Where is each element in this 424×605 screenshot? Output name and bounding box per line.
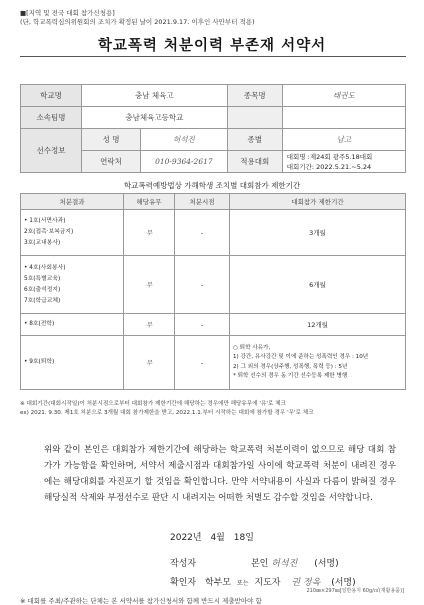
paper-spec: 210㎜×297㎜[일반용지 60g/㎡(재활용품)]	[306, 588, 404, 594]
confirm-label: 확인자	[170, 578, 197, 588]
pledge-paragraph: 위와 같이 본인은 대회참가 제한기간에 해당하는 학교폭력 처분이력이 없으므로 해당 대회 참가가 가능함을 확인하며, 서약서 제출시점과 대회참가일 사이에 학교폭력 처분이 내려진 경우에는 해당대회를 자진포기 할 것임을 확인합니다. 만약 서약내용이 사실과 다름이 밝혀질 경우 해당실적 삭제와 부정선수로 판단 시 내려지는 어떠한 처벌도 감수할 것임을 서약합니다.	[44, 445, 396, 503]
row-result: • 4호(사회봉사) 5호(특별교육) 6호(출석정지) 7호(학급교체)	[21, 256, 124, 314]
restriction-table	[20, 193, 406, 390]
name-label: 성 명	[82, 129, 141, 151]
gender-label: 종별	[227, 129, 282, 151]
header-note-1: ■[지역 및 전국 대회 참가신청용]	[20, 9, 115, 17]
coach-label: 지도자	[254, 578, 281, 588]
event-value: 태권도	[282, 85, 405, 107]
coach-name: 권 정옥	[291, 578, 321, 588]
header-note-2: (단, 학교폭력심의위원회의 조치가 확정된 날이 2021.9.17. 이후인 사안부터 적용)	[20, 18, 255, 26]
row-mark: 무	[124, 256, 175, 314]
title-divider	[20, 56, 406, 57]
row-time: -	[175, 256, 230, 314]
row-period: 6개월	[230, 256, 406, 314]
athlete-label: 선수정보	[21, 129, 82, 173]
col-period: 대회참가 제한기간	[230, 194, 406, 210]
contact-label: 연락처	[82, 151, 141, 173]
col-mark: 해당유무	[124, 194, 175, 210]
row-time: -	[175, 314, 230, 336]
row-mark: 무	[124, 314, 175, 336]
self-label: 본인	[250, 559, 269, 569]
self-name: 허석진	[271, 559, 298, 569]
team-value: 충남체육고등학교	[82, 107, 228, 129]
row-mark: 무	[124, 336, 175, 390]
writer-label: 작성자	[170, 559, 197, 569]
col-result: 처분결과	[21, 194, 124, 210]
parent-label: 학부모	[204, 578, 232, 588]
sign-field-2[interactable]: (서명)	[331, 578, 356, 588]
or-label: 또는	[236, 580, 249, 587]
row-result: • 9호(퇴학)	[21, 336, 124, 390]
restriction-note: ※ 대회기간(대회시작일)이 처분시점으로부터 대회참가 제한기간에 해당하는 경우에만 해당유무에 '유'로 체크 ex) 2021. 9.30. 제1호 처분으로 3개월 대회 참가제한을 받고, 2022.1.1.부터 시작하는 대회에 참가할 경우 '무'로 체크	[20, 401, 314, 416]
row-period: ○ 퇴학 사유가, 1) 강간, 유사강간 및 이에 준하는 성폭력인 경우 : 10년 2) 그 외의 경우(상주행, 성폭행, 폭력 등) : 5년 * 퇴학 선수의 경우 동 기간 선수등록 제한 병행	[230, 336, 406, 390]
restriction-title: 학교폭력예방법상 가해학생 조치별 대회참가 제한기간	[123, 181, 301, 190]
team-label: 소속팀명	[21, 107, 82, 129]
name-value: 허석진	[141, 129, 228, 151]
row-result: • 8호(전학)	[21, 314, 124, 336]
contact-value: 010-9364-2617	[141, 151, 228, 173]
sign-field-1[interactable]: (서명)	[314, 559, 339, 569]
footer-note: ※ 대회를 주최/주관하는 단체는 본 서약서를 참가신청서와 함께 반드시 제출받아야 함	[20, 597, 262, 605]
row-period: 3개월	[230, 210, 406, 256]
page-title: 학교폭력 처분이력 부존재 서약서	[97, 38, 327, 54]
info-table	[20, 84, 406, 173]
row-time: -	[175, 210, 230, 256]
pledge-date: 2022년 4월 18일	[170, 533, 254, 543]
col-time: 처분시점	[175, 194, 230, 210]
school-value: 충남 체육고	[82, 85, 228, 107]
school-label: 학교명	[21, 85, 82, 107]
tournament-period: 대회기간: 2022.5.21.~5.24	[286, 162, 372, 171]
writer-line	[170, 556, 339, 569]
row-mark: 무	[124, 210, 175, 256]
row-time: -	[175, 336, 230, 390]
row-result: • 1호(서면사과) 2호(접촉·보복금지) 3호(교내봉사)	[21, 210, 124, 256]
row-period: 12개월	[230, 314, 406, 336]
gender-value: 남고	[282, 129, 405, 151]
tournament-name: 대회명 :제24회 광주5.18대회	[286, 152, 373, 161]
event-label: 종목명	[227, 85, 282, 107]
tournament-label: 적용대회	[227, 151, 282, 173]
